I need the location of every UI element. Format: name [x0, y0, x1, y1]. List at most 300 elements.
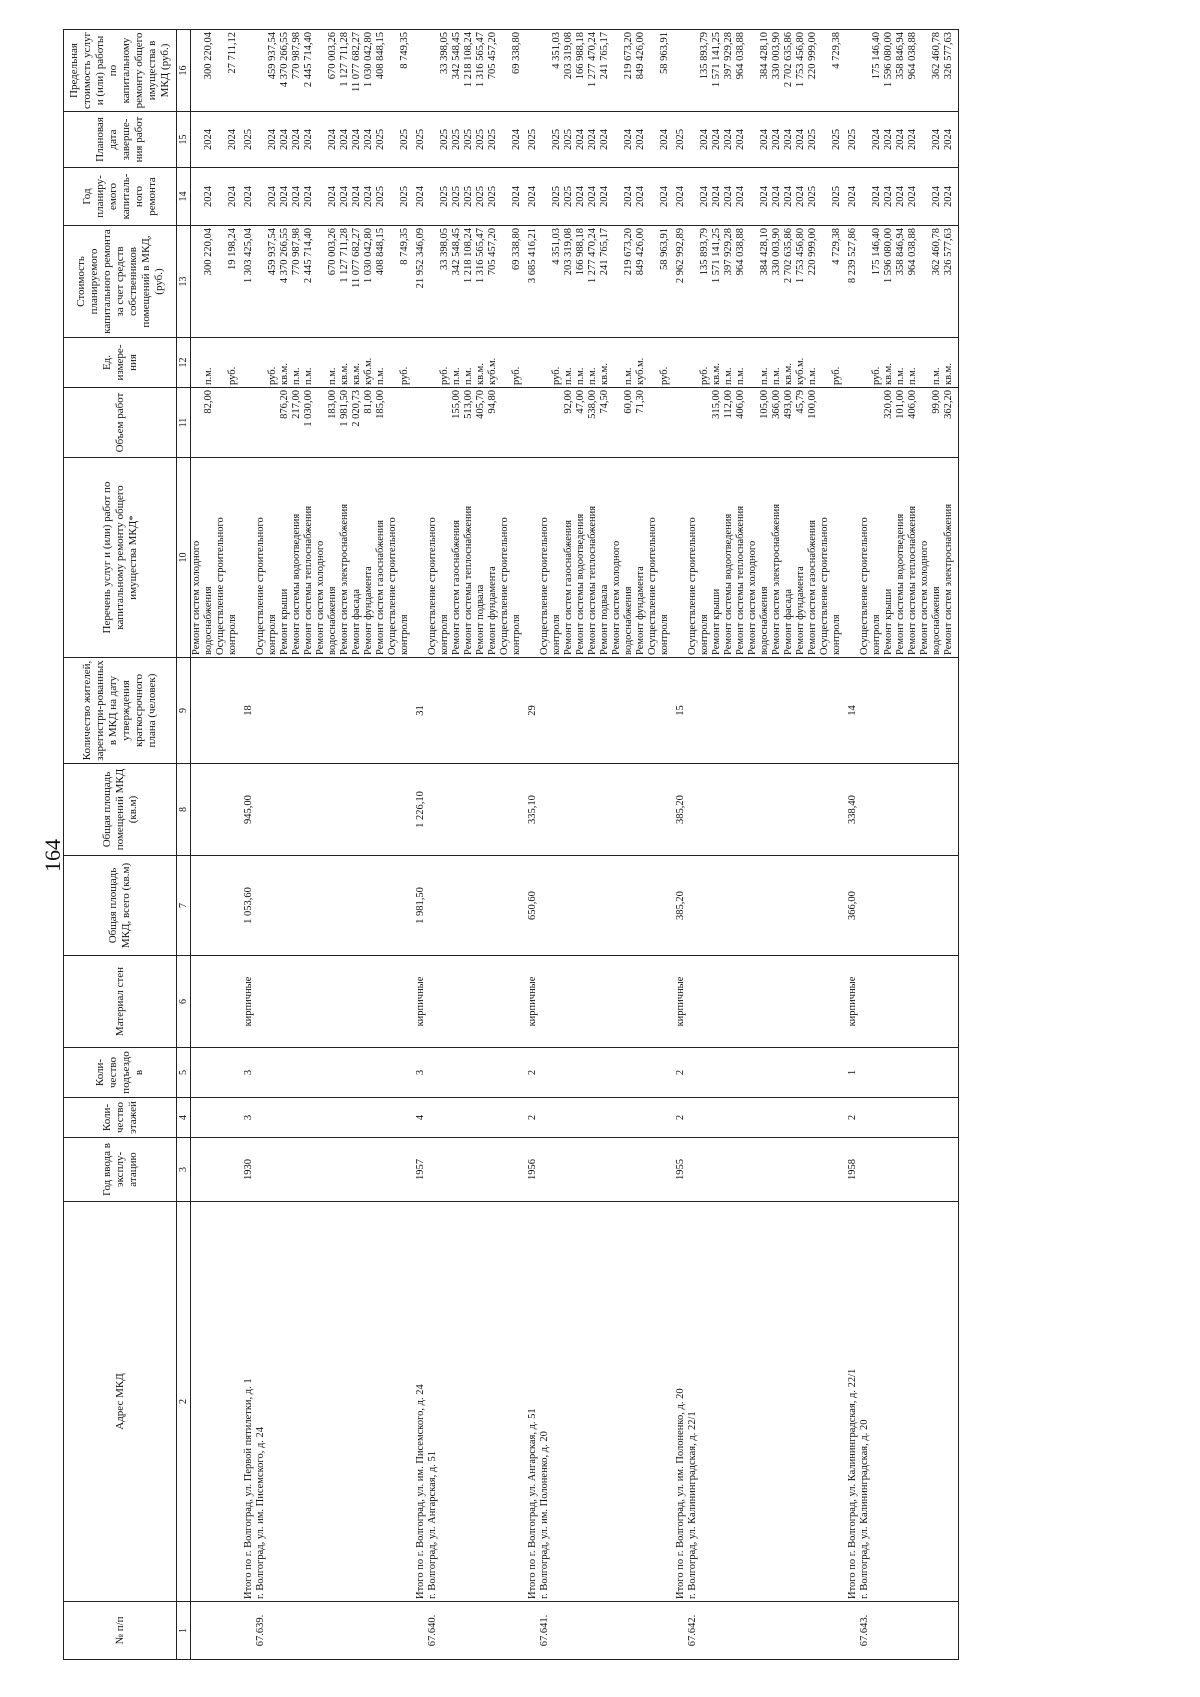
- limit-cost-cell: [191, 30, 240, 112]
- work-year: 2024: [931, 186, 942, 207]
- work-cost: 2 445 714,40: [303, 228, 314, 284]
- year-built-cell: [539, 1138, 671, 1202]
- work-end-date: [499, 114, 511, 165]
- work-unit: [647, 340, 659, 385]
- year-built-cell: [859, 1138, 959, 1202]
- work-limit-cost: [243, 32, 255, 109]
- work-limit-cost: [647, 32, 659, 109]
- work-unit: [919, 340, 931, 385]
- work-volume: [267, 390, 279, 455]
- row-number: [671, 1602, 687, 1660]
- work-name: Ремонт системы водоотведения: [575, 513, 586, 655]
- volume-cell: [411, 388, 427, 458]
- page-number: 164: [40, 839, 65, 872]
- work-limit-cost: 342 548,45: [451, 32, 462, 80]
- volume-cell: [523, 388, 539, 458]
- work-cost: 203 319,08: [563, 228, 574, 276]
- wall-material-cell: [859, 956, 959, 1048]
- repair-year-cell: [523, 168, 539, 226]
- area-premises-cell: [859, 764, 959, 856]
- work-cost: 8 749,35: [399, 228, 410, 265]
- area-premises-cell: 1 226,10: [411, 764, 427, 856]
- cost-cell: [539, 226, 671, 338]
- row-number: 67.639.: [255, 1602, 411, 1660]
- work-volume: 315,00: [711, 390, 722, 419]
- wall-material-cell: кирпичные: [523, 956, 539, 1048]
- unit-cell: [427, 338, 523, 388]
- work-cost: 19 198,24: [227, 228, 238, 270]
- limit-cost-cell: [255, 30, 411, 112]
- work-year: 2025: [807, 186, 818, 207]
- work-volume: [687, 390, 699, 455]
- work-limit-cost: 241 765,17: [599, 32, 610, 80]
- column-number: 5: [177, 1048, 191, 1098]
- work-end-date: 2025: [375, 129, 386, 150]
- work-volume: [215, 390, 227, 455]
- work-year: 2024: [943, 186, 954, 207]
- work-volume: 60,00: [623, 390, 634, 414]
- column-number: 7: [177, 856, 191, 956]
- work-volume: [427, 390, 439, 455]
- work-volume: 405,70: [475, 390, 486, 419]
- column-number: 13: [177, 226, 191, 338]
- work-year: 2024: [759, 186, 770, 207]
- work-year: 2024: [675, 186, 686, 207]
- table-row-total: [239, 30, 255, 1660]
- work-year: [919, 170, 931, 223]
- work-cost: [859, 228, 871, 335]
- work-end-date: 2024: [735, 129, 746, 150]
- area-premises-cell: 945,00: [239, 764, 255, 856]
- work-volume: 876,20: [279, 390, 290, 419]
- work-cost: 219 673,20: [623, 228, 634, 276]
- work-volume: [255, 390, 267, 455]
- work-end-date: 2024: [931, 129, 942, 150]
- work-end-date: 2025: [243, 129, 254, 150]
- wall-material-cell: [539, 956, 671, 1048]
- row-number: 67.643.: [859, 1602, 959, 1660]
- limit-cost-cell: [671, 30, 687, 112]
- residents-cell: [427, 658, 523, 764]
- work-year: 2024: [587, 186, 598, 207]
- work-limit-cost: 849 426,00: [635, 32, 646, 80]
- address-cell: г. Волгоград, ул. им. Писемского, д. 24: [255, 1202, 411, 1602]
- work-volume: [871, 390, 883, 455]
- work-cost: 241 765,17: [599, 228, 610, 276]
- entrances-cell: 2: [671, 1048, 687, 1098]
- volume-cell: [427, 388, 523, 458]
- limit-cost-cell: [523, 30, 539, 112]
- work-name: Ремонт фундамента: [487, 566, 498, 655]
- work-year: [747, 170, 759, 223]
- work-end-date: [539, 114, 551, 165]
- entrances-cell: [255, 1048, 411, 1098]
- limit-cost-cell: [427, 30, 523, 112]
- unit-cell: [671, 338, 687, 388]
- work-cost: 33 398,05: [439, 228, 450, 270]
- work-limit-cost: 964 038,88: [735, 32, 746, 80]
- work-volume: [675, 390, 687, 455]
- work-unit: [499, 340, 511, 385]
- work-volume: 366,00: [771, 390, 782, 419]
- work-end-date: [859, 114, 871, 165]
- work-name: водоснабжения: [623, 586, 634, 655]
- year-built-cell: 1958: [843, 1138, 859, 1202]
- work-unit: руб.: [871, 366, 882, 385]
- work-name: Ремонт систем газоснабжения: [807, 520, 818, 655]
- entrances-cell: [539, 1048, 671, 1098]
- work-end-date: 2024: [771, 129, 782, 150]
- work-volume: 155,00: [451, 390, 462, 419]
- work-cost: [427, 228, 439, 335]
- work-name: Ремонт систем холодного: [747, 540, 758, 655]
- work-end-date: 2025: [399, 129, 410, 150]
- work-name: Ремонт крыши: [279, 588, 290, 655]
- work-year: [819, 170, 831, 223]
- works-list-cell: [239, 458, 255, 658]
- work-limit-cost: 1 316 565,47: [475, 32, 486, 88]
- work-year: 2025: [475, 186, 486, 207]
- work-end-date: [387, 114, 399, 165]
- repair-year-cell: [687, 168, 843, 226]
- work-volume: [415, 390, 427, 455]
- year-built-cell: [427, 1138, 523, 1202]
- work-unit: кв.м.: [943, 363, 954, 385]
- work-unit: руб.: [439, 366, 450, 385]
- work-unit: кв.м.: [783, 363, 794, 385]
- work-end-date: 2025: [551, 129, 562, 150]
- work-limit-cost: 408 848,15: [375, 32, 386, 80]
- work-unit: руб.: [399, 366, 410, 385]
- works-list-cell: [687, 458, 843, 658]
- work-end-date: 2025: [415, 129, 426, 150]
- work-unit: куб.м.: [487, 357, 498, 385]
- work-limit-cost: [919, 32, 931, 109]
- col-header-area-total: Общая площадь МКД, всего (кв.м): [64, 856, 177, 956]
- work-unit: п.м.: [575, 367, 586, 385]
- address-cell: Итого по г. Волгоград, ул. Калининградская, д. 22/1: [843, 1202, 859, 1602]
- year-built-cell: 1955: [671, 1138, 687, 1202]
- work-volume: 320,00: [883, 390, 894, 419]
- area-premises-cell: 385,20: [671, 764, 687, 856]
- column-number: 11: [177, 388, 191, 458]
- area-premises-cell: [687, 764, 843, 856]
- work-cost: [255, 228, 267, 335]
- work-limit-cost: 2 445 714,40: [303, 32, 314, 88]
- column-number: 4: [177, 1098, 191, 1138]
- table-body: [191, 30, 959, 1660]
- work-end-date: 2024: [587, 129, 598, 150]
- work-name: Ремонт систем холодного: [191, 540, 202, 655]
- cost-cell: [859, 226, 959, 338]
- work-cost: 362 460,78: [931, 228, 942, 276]
- work-unit: п.м.: [723, 367, 734, 385]
- work-year: 2024: [871, 186, 882, 207]
- wall-material-cell: кирпичные: [239, 956, 255, 1048]
- area-total-cell: [859, 856, 959, 956]
- work-cost: 1 218 108,24: [463, 228, 474, 284]
- work-end-date: 2025: [463, 129, 474, 150]
- work-volume: [527, 390, 539, 455]
- work-year: 2024: [895, 186, 906, 207]
- work-end-date: [647, 114, 659, 165]
- work-year: 2024: [339, 186, 350, 207]
- work-name: Ремонт систем холодного: [919, 540, 930, 655]
- work-volume: [227, 390, 239, 455]
- table-row-object: [539, 30, 671, 1660]
- work-limit-cost: 166 988,18: [575, 32, 586, 80]
- entrances-cell: 3: [239, 1048, 255, 1098]
- year-built-cell: 1956: [523, 1138, 539, 1202]
- area-premises-cell: 335,10: [523, 764, 539, 856]
- work-unit: руб.: [699, 366, 710, 385]
- work-volume: [539, 390, 551, 455]
- entrances-cell: [859, 1048, 959, 1098]
- work-limit-cost: [819, 32, 831, 109]
- work-limit-cost: [675, 32, 687, 109]
- work-unit: [747, 340, 759, 385]
- work-limit-cost: 1 127 711,28: [339, 32, 350, 87]
- work-name: Ремонт систем газоснабжения: [375, 520, 386, 655]
- work-cost: 1 753 456,80: [795, 228, 806, 284]
- work-volume: [551, 390, 563, 455]
- work-cost: 358 846,94: [895, 228, 906, 276]
- limit-cost-cell: [539, 30, 671, 112]
- work-year: 2024: [527, 186, 538, 207]
- work-end-date: [687, 114, 699, 165]
- work-unit: кв.м.: [711, 363, 722, 385]
- work-year: 2025: [563, 186, 574, 207]
- limit-cost-cell: [859, 30, 959, 112]
- area-premises-cell: [427, 764, 523, 856]
- row-number: 67.640.: [427, 1602, 523, 1660]
- work-volume: [315, 390, 327, 455]
- wall-material-cell: [255, 956, 411, 1048]
- work-unit: п.м.: [931, 367, 942, 385]
- work-limit-cost: 1 571 141,25: [711, 32, 722, 88]
- work-year: 2024: [243, 186, 254, 207]
- work-limit-cost: 4 370 266,55: [279, 32, 290, 88]
- work-end-date: 2025: [487, 129, 498, 150]
- work-cost: [499, 228, 511, 335]
- work-limit-cost: [215, 32, 227, 109]
- work-volume: [399, 390, 411, 455]
- work-unit: п.м.: [623, 367, 634, 385]
- work-volume: [819, 390, 831, 455]
- work-year: 2024: [599, 186, 610, 207]
- floors-cell: [191, 1098, 240, 1138]
- work-end-date: 2024: [907, 129, 918, 150]
- work-cost: 1 030 042,80: [363, 228, 374, 284]
- work-end-date: 2024: [599, 129, 610, 150]
- work-limit-cost: 8 749,35: [399, 32, 410, 69]
- work-volume: [847, 390, 859, 455]
- work-end-date: 2024: [659, 129, 670, 150]
- column-number: 14: [177, 168, 191, 226]
- work-cost: [647, 228, 659, 335]
- year-built-cell: [191, 1138, 240, 1202]
- work-limit-cost: [747, 32, 759, 109]
- work-limit-cost: 1 277 470,24: [587, 32, 598, 88]
- wall-material-cell: [427, 956, 523, 1048]
- table-row-object: [255, 30, 411, 1660]
- work-end-date: 2024: [363, 129, 374, 150]
- work-end-date: 2024: [723, 129, 734, 150]
- work-name: Осуществление строительного: [499, 517, 510, 655]
- work-volume: 94,80: [487, 390, 498, 414]
- work-year: [387, 170, 399, 223]
- work-year: [215, 170, 227, 223]
- work-year: [539, 170, 551, 223]
- work-unit: кв.м.: [279, 363, 290, 385]
- work-end-date: 2024: [943, 129, 954, 150]
- col-header-limit-cost: Предельная стоимость услуг и (или) работы по капитальному ремонту общего имущества в МКД (руб.): [64, 30, 177, 112]
- column-number: 15: [177, 112, 191, 168]
- work-end-date: 2024: [351, 129, 362, 150]
- work-end-date: 2024: [783, 129, 794, 150]
- work-unit: куб.м.: [795, 357, 806, 385]
- volume-cell: [859, 388, 959, 458]
- row-number: [523, 1602, 539, 1660]
- work-unit: п.м.: [375, 367, 386, 385]
- work-limit-cost: 219 673,20: [623, 32, 634, 80]
- column-number: 12: [177, 338, 191, 388]
- work-end-date: [315, 114, 327, 165]
- volume-cell: [687, 388, 843, 458]
- work-limit-cost: [687, 32, 699, 109]
- work-volume: [859, 390, 871, 455]
- work-cost: 849 426,00: [635, 228, 646, 276]
- work-limit-cost: 964 038,88: [907, 32, 918, 80]
- work-cost: [191, 228, 203, 335]
- unit-cell: [843, 338, 859, 388]
- area-premises-cell: [191, 764, 240, 856]
- work-end-date: 2025: [451, 129, 462, 150]
- col-header-address: Адрес МКД: [64, 1202, 177, 1602]
- work-year: 2024: [771, 186, 782, 207]
- col-header-cost: Стоимость планируемого капитального ремонта за счет средств собственников помещений в МКД, (руб.): [64, 226, 177, 338]
- work-limit-cost: 300 220,04: [203, 32, 214, 80]
- work-limit-cost: 175 146,40: [871, 32, 882, 80]
- work-limit-cost: [191, 32, 203, 109]
- work-year: 2025: [439, 186, 450, 207]
- end-date-cell: [427, 112, 523, 168]
- floors-cell: [687, 1098, 843, 1138]
- work-cost: 8 239 527,86: [847, 228, 858, 284]
- work-volume: 493,00: [783, 390, 794, 419]
- volume-cell: [671, 388, 687, 458]
- work-limit-cost: 11 077 682,27: [351, 32, 362, 92]
- work-unit: руб.: [511, 366, 522, 385]
- volume-cell: [191, 388, 240, 458]
- work-limit-cost: 2 702 635,86: [783, 32, 794, 88]
- work-cost: [611, 228, 623, 335]
- work-unit: руб.: [267, 366, 278, 385]
- work-volume: [831, 390, 843, 455]
- work-year: 2024: [279, 186, 290, 207]
- work-cost: [919, 228, 931, 335]
- work-unit: [255, 340, 267, 385]
- work-cost: 1 316 565,47: [475, 228, 486, 284]
- work-limit-cost: [847, 32, 859, 109]
- floors-cell: 2: [843, 1098, 859, 1138]
- work-volume: 82,00: [203, 390, 214, 414]
- work-name: Ремонт крыши: [711, 588, 722, 655]
- works-list-cell: [671, 458, 687, 658]
- work-volume: [387, 390, 399, 455]
- work-year: [611, 170, 623, 223]
- work-end-date: 2024: [203, 129, 214, 150]
- work-unit: [215, 340, 227, 385]
- work-unit: п.м.: [759, 367, 770, 385]
- work-volume: 513,00: [463, 390, 474, 419]
- entrances-cell: 2: [523, 1048, 539, 1098]
- table-row-object: [427, 30, 523, 1660]
- col-header-repair-year: Год планиру-емого капиталь-ного ремонта: [64, 168, 177, 226]
- capital-repair-plan-table: [63, 29, 959, 1660]
- work-end-date: [611, 114, 623, 165]
- work-year: 2024: [883, 186, 894, 207]
- work-cost: 11 077 682,27: [351, 228, 362, 288]
- work-unit: [611, 340, 623, 385]
- work-unit: [675, 340, 687, 385]
- work-volume: 1 030,00: [303, 390, 314, 427]
- work-unit: [859, 340, 871, 385]
- residents-cell: 14: [843, 658, 859, 764]
- work-limit-cost: 1 596 080,00: [883, 32, 894, 88]
- work-unit: руб.: [227, 366, 238, 385]
- work-cost: 175 146,40: [871, 228, 882, 276]
- limit-cost-cell: [239, 30, 255, 112]
- work-name-blank: [675, 460, 687, 655]
- work-end-date: 2024: [575, 129, 586, 150]
- work-cost: 964 038,88: [907, 228, 918, 276]
- work-year: [315, 170, 327, 223]
- work-limit-cost: 33 398,05: [439, 32, 450, 74]
- work-name: Осуществление строительного: [819, 517, 830, 655]
- work-end-date: 2024: [895, 129, 906, 150]
- work-end-date: [919, 114, 931, 165]
- work-volume: 74,50: [599, 390, 610, 414]
- work-limit-cost: 397 929,28: [723, 32, 734, 80]
- work-unit: п.м.: [451, 367, 462, 385]
- entrances-cell: [687, 1048, 843, 1098]
- work-name: Ремонт фундамента: [363, 566, 374, 655]
- work-cost: 770 987,98: [291, 228, 302, 276]
- work-end-date: 2024: [339, 129, 350, 150]
- area-total-cell: [427, 856, 523, 956]
- floors-cell: 2: [671, 1098, 687, 1138]
- work-name: контроля: [659, 614, 670, 655]
- work-limit-cost: 358 846,94: [895, 32, 906, 80]
- residents-cell: [539, 658, 671, 764]
- work-year: 2024: [699, 186, 710, 207]
- work-year: 2025: [463, 186, 474, 207]
- work-limit-cost: 1 030 042,80: [363, 32, 374, 88]
- table-row-object: [859, 30, 959, 1660]
- work-end-date: 2025: [807, 129, 818, 150]
- volume-cell: [255, 388, 411, 458]
- works-list-cell: [255, 458, 411, 658]
- work-name: Осуществление строительного: [687, 517, 698, 655]
- table-row-continuation: [191, 30, 240, 1660]
- work-volume: 45,79: [795, 390, 806, 414]
- work-name: Осуществление строительного: [859, 517, 870, 655]
- work-unit: [315, 340, 327, 385]
- residents-cell: [255, 658, 411, 764]
- work-unit: руб.: [831, 366, 842, 385]
- work-limit-cost: [499, 32, 511, 109]
